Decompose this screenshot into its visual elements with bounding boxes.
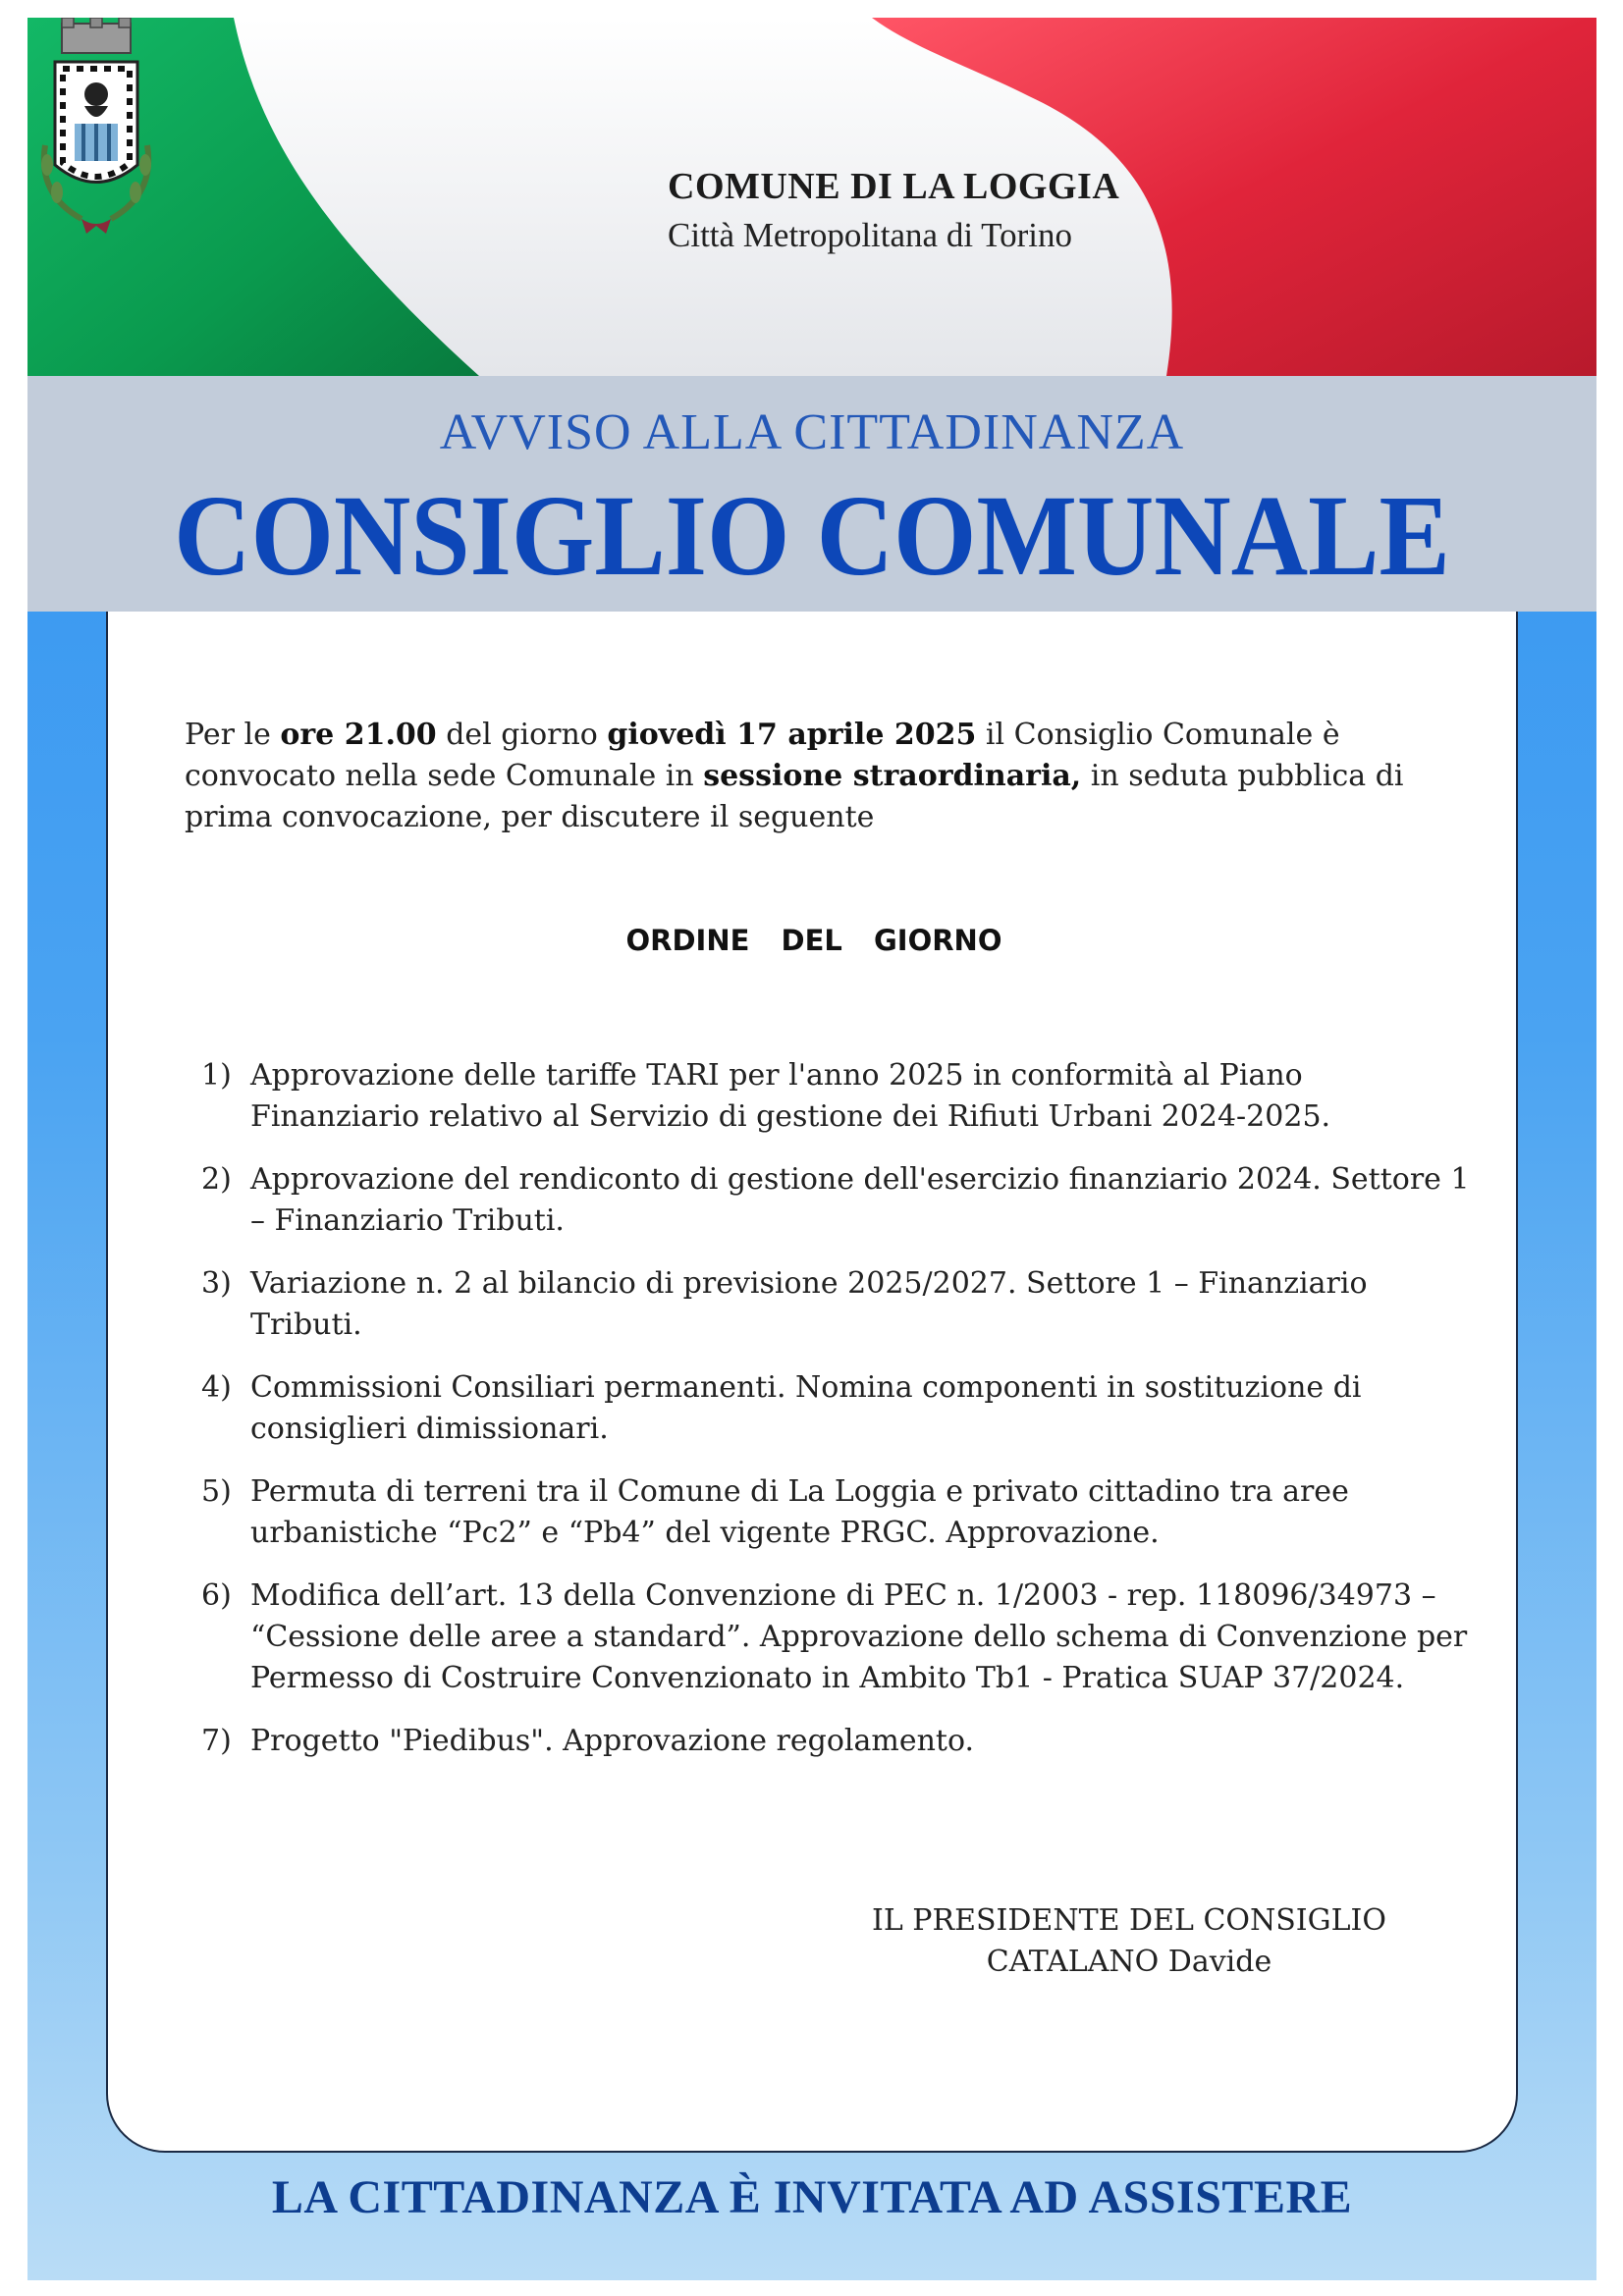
page-title: CONSIGLIO COMUNALE <box>174 471 1450 600</box>
agenda-item-text: Approvazione delle tariffe TARI per l'anno 2025 in conformità al Piano Finanziario relativo al Servizio di gestione dei Rifiuti Urbani 2024-2025. <box>250 1058 1331 1134</box>
coat-of-arms-icon <box>27 18 165 253</box>
notice-card <box>106 612 1518 2153</box>
agenda-item-text: Variazione n. 2 al bilancio di previsione 2025/2027. Settore 1 – Finanziario Tributi. <box>250 1266 1368 1342</box>
intro-date: giovedì 17 aprile 2025 <box>607 718 977 752</box>
agenda-heading: ORDINE DEL GIORNO <box>625 924 1002 957</box>
agenda-item-number: 2) <box>201 1162 232 1197</box>
agenda-item-number: 3) <box>201 1266 232 1301</box>
footer-invitation: LA CITTADINANZA È INVITATA AD ASSISTERE <box>271 2171 1353 2223</box>
agenda-item-text: Progetto "Piedibus". Approvazione regolamento. <box>250 1724 975 1758</box>
intro-session: sessione straordinaria, <box>703 759 1082 793</box>
agenda-item <box>201 1575 1478 1699</box>
intro-time: ore 21.00 <box>280 718 437 752</box>
comune-name: COMUNE DI LA LOGGIA <box>668 166 1120 207</box>
agenda-item <box>201 1721 1478 1762</box>
agenda-item <box>201 1263 1478 1346</box>
signature-block <box>835 1900 1424 1983</box>
signature-name: CATALANO Davide <box>986 1945 1272 1979</box>
avviso-heading: AVVISO ALLA CITTADINANZA <box>439 404 1185 460</box>
title-banner <box>27 376 1596 612</box>
agenda-item <box>201 1159 1478 1242</box>
agenda-item <box>201 1367 1478 1450</box>
comune-subtitle: Città Metropolitana di Torino <box>668 216 1072 254</box>
agenda-item-text: Permuta di terreni tra il Comune di La Loggia e privato cittadino tra aree urbanistiche “Pc2” e “Pb4” del vigente PRGC. Approvazione. <box>250 1474 1349 1550</box>
intro-text-2: del giorno <box>436 718 608 752</box>
agenda-item-number: 7) <box>201 1724 232 1758</box>
agenda-item-text: Commissioni Consiliari permanenti. Nomina componenti in sostituzione di consiglieri dimissionari. <box>250 1370 1362 1446</box>
agenda-item-number: 4) <box>201 1370 232 1405</box>
agenda-item-text: Approvazione del rendiconto di gestione dell'esercizio finanziario 2024. Settore 1 – Finanziario Tributi. <box>250 1162 1470 1238</box>
poster-frame <box>27 18 1596 2280</box>
signature-role: IL PRESIDENTE DEL CONSIGLIO <box>872 1903 1386 1938</box>
agenda-list <box>201 1055 1478 1762</box>
agenda-item <box>201 1055 1478 1138</box>
intro-text-1: Per le <box>185 718 281 752</box>
intro-paragraph <box>185 715 1490 838</box>
italian-flag-header <box>27 18 1596 376</box>
agenda-item-number: 5) <box>201 1474 232 1509</box>
intro-text-4: in seduta pubblica di prima convocazione, per discutere il seguente <box>185 759 1404 834</box>
agenda-item-number: 6) <box>201 1578 232 1613</box>
agenda-item-text: Modifica dell’art. 13 della Convenzione di PEC n. 1/2003 - rep. 118096/34973 – “Cessione delle aree a standard”. Approvazione dello schema di Convenzione per Permesso di Costruire Convenzionato in Ambito Tb1 - Pratica SUAP 37/2024. <box>250 1578 1468 1695</box>
agenda-item-number: 1) <box>201 1058 232 1093</box>
agenda-item <box>201 1471 1478 1554</box>
intro-text-3: il Consiglio Comunale è convocato nella sede Comunale in <box>185 718 1340 793</box>
